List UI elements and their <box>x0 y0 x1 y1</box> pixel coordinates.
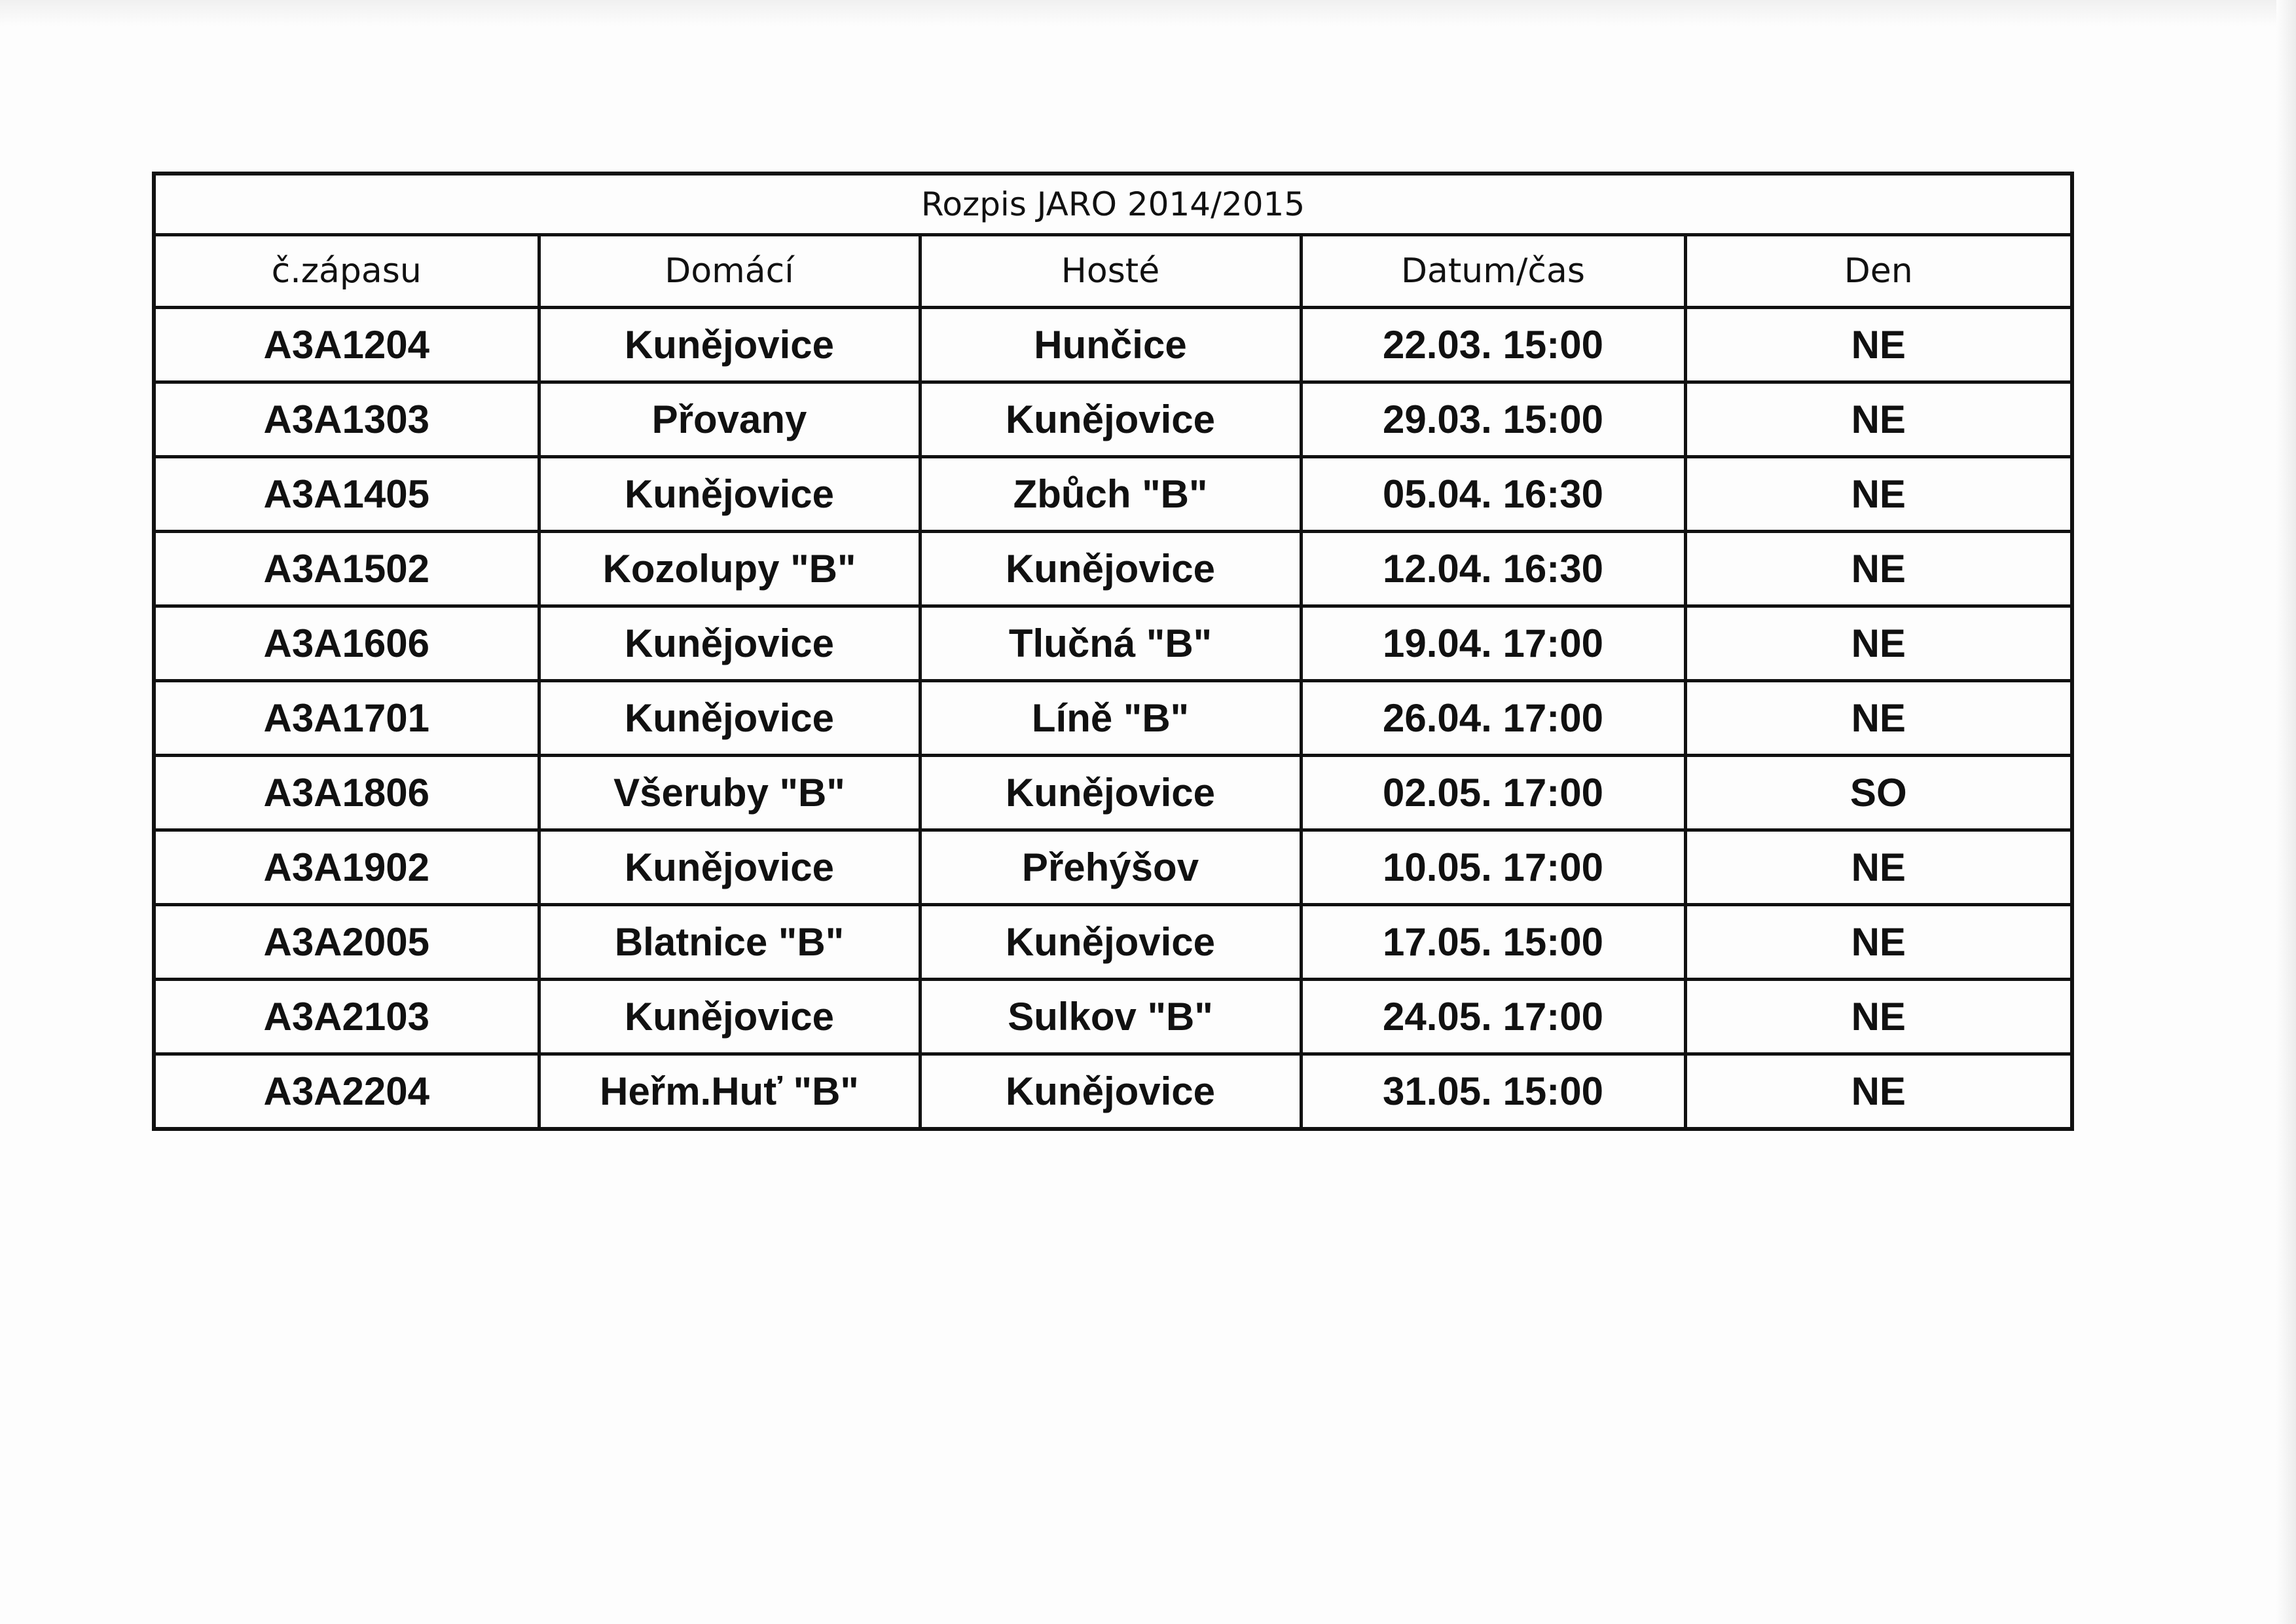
day-cell: NE <box>1685 681 2072 756</box>
match-number-cell: A3A1902 <box>154 830 539 905</box>
table-row <box>154 980 2072 1054</box>
home-team-cell: Všeruby "B" <box>539 756 920 830</box>
header-match-number: č.zápasu <box>154 235 539 308</box>
day-cell: NE <box>1685 606 2072 681</box>
table-row <box>154 830 2072 905</box>
home-team-cell: Heřm.Huť "B" <box>539 1054 920 1130</box>
table-row <box>154 606 2072 681</box>
date-time-cell: 24.05. 17:00 <box>1301 980 1685 1054</box>
away-team-cell: Tlučná "B" <box>920 606 1301 681</box>
away-team-cell: Hunčice <box>920 308 1301 382</box>
away-team-cell: Kunějovice <box>920 532 1301 606</box>
table-row <box>154 756 2072 830</box>
header-home-team: Domácí <box>539 235 920 308</box>
match-number-cell: A3A1405 <box>154 457 539 532</box>
header-away-team: Hosté <box>920 235 1301 308</box>
day-cell: NE <box>1685 1054 2072 1130</box>
match-number-cell: A3A2005 <box>154 905 539 980</box>
table-row <box>154 905 2072 980</box>
table-row <box>154 308 2072 382</box>
day-cell: NE <box>1685 830 2072 905</box>
date-time-cell: 19.04. 17:00 <box>1301 606 1685 681</box>
day-cell: NE <box>1685 457 2072 532</box>
home-team-cell: Kunějovice <box>539 308 920 382</box>
match-number-cell: A3A2204 <box>154 1054 539 1130</box>
table-row <box>154 1054 2072 1130</box>
home-team-cell: Kunějovice <box>539 457 920 532</box>
away-team-cell: Kunějovice <box>920 905 1301 980</box>
schedule-table <box>152 172 2074 1131</box>
day-cell: NE <box>1685 382 2072 457</box>
home-team-cell: Přovany <box>539 382 920 457</box>
date-time-cell: 29.03. 15:00 <box>1301 382 1685 457</box>
title-row <box>154 174 2072 235</box>
header-row <box>154 235 2072 308</box>
match-number-cell: A3A2103 <box>154 980 539 1054</box>
away-team-cell: Zbůch "B" <box>920 457 1301 532</box>
date-time-cell: 12.04. 16:30 <box>1301 532 1685 606</box>
header-date-time: Datum/čas <box>1301 235 1685 308</box>
match-number-cell: A3A1303 <box>154 382 539 457</box>
home-team-cell: Kunějovice <box>539 681 920 756</box>
match-number-cell: A3A1606 <box>154 606 539 681</box>
away-team-cell: Kunějovice <box>920 756 1301 830</box>
date-time-cell: 26.04. 17:00 <box>1301 681 1685 756</box>
match-number-cell: A3A1806 <box>154 756 539 830</box>
home-team-cell: Kunějovice <box>539 830 920 905</box>
day-cell: SO <box>1685 756 2072 830</box>
scan-shadow-top <box>0 0 2296 26</box>
date-time-cell: 10.05. 17:00 <box>1301 830 1685 905</box>
day-cell: NE <box>1685 532 2072 606</box>
away-team-cell: Sulkov "B" <box>920 980 1301 1054</box>
away-team-cell: Kunějovice <box>920 382 1301 457</box>
table-row <box>154 457 2072 532</box>
header-day: Den <box>1685 235 2072 308</box>
table-row <box>154 382 2072 457</box>
scan-shadow-right <box>2276 0 2296 1624</box>
date-time-cell: 17.05. 15:00 <box>1301 905 1685 980</box>
away-team-cell: Líně "B" <box>920 681 1301 756</box>
table-body <box>154 308 2072 1130</box>
home-team-cell: Kunějovice <box>539 980 920 1054</box>
table-title: Rozpis JARO 2014/2015 <box>154 174 2072 235</box>
match-number-cell: A3A1502 <box>154 532 539 606</box>
date-time-cell: 02.05. 17:00 <box>1301 756 1685 830</box>
table-row <box>154 681 2072 756</box>
match-number-cell: A3A1701 <box>154 681 539 756</box>
day-cell: NE <box>1685 905 2072 980</box>
date-time-cell: 31.05. 15:00 <box>1301 1054 1685 1130</box>
home-team-cell: Blatnice "B" <box>539 905 920 980</box>
day-cell: NE <box>1685 308 2072 382</box>
day-cell: NE <box>1685 980 2072 1054</box>
home-team-cell: Kozolupy "B" <box>539 532 920 606</box>
home-team-cell: Kunějovice <box>539 606 920 681</box>
away-team-cell: Přehýšov <box>920 830 1301 905</box>
table-row <box>154 532 2072 606</box>
away-team-cell: Kunějovice <box>920 1054 1301 1130</box>
date-time-cell: 05.04. 16:30 <box>1301 457 1685 532</box>
date-time-cell: 22.03. 15:00 <box>1301 308 1685 382</box>
match-number-cell: A3A1204 <box>154 308 539 382</box>
